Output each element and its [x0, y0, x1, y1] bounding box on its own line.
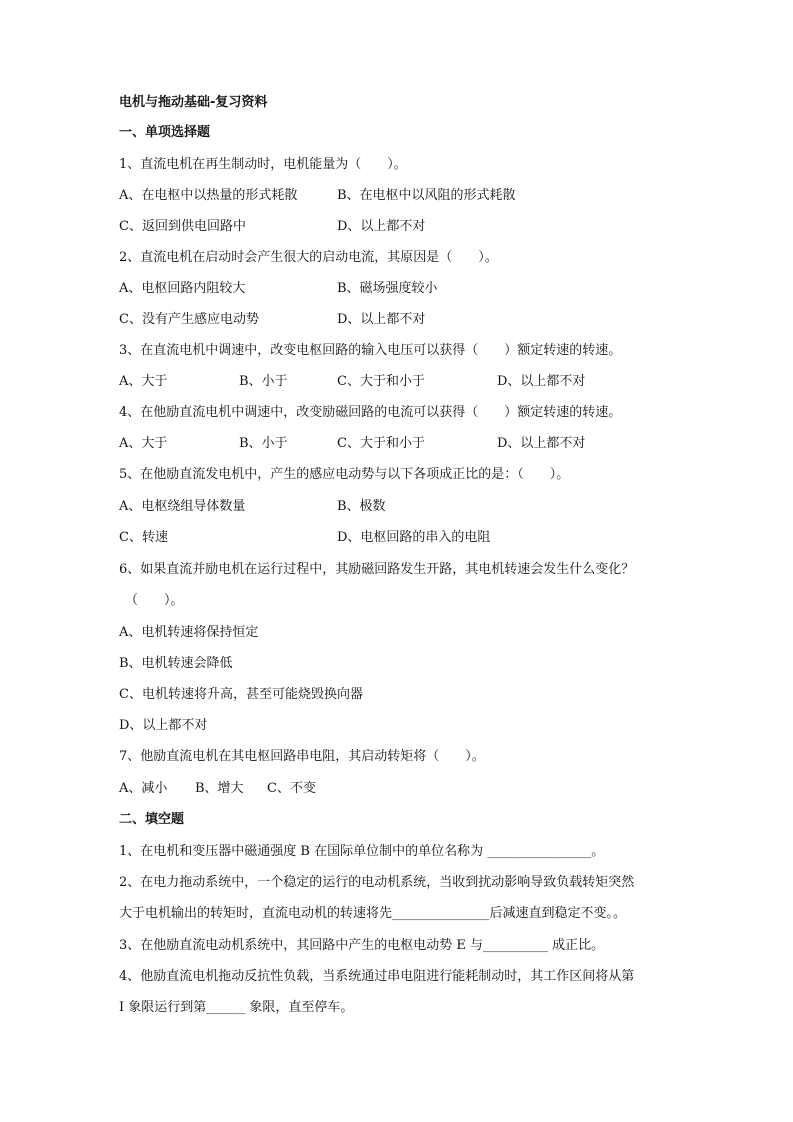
question-7-option-c: C、不变: [267, 781, 316, 796]
question-6-stem: 6、如果直流并励电机在运行过程中，其励磁回路发生开路，其电机转速会发生什么变化？: [119, 562, 635, 577]
question-7-option-a: A、减小: [119, 781, 168, 796]
question-1-stem: 1、直流电机在再生制动时，电机能量为（ ）。: [119, 157, 407, 172]
fill-question-2-line-2: 大于电机输出的转矩时，直流电动机的转速将先_______________后减速直到稳定不变。。: [119, 906, 627, 921]
question-5-stem: 5、在他励直流发电机中，产生的感应电动势与以下各项成正比的是：（ ）。: [119, 467, 570, 482]
question-2-option-d: D、以上都不对: [337, 312, 426, 327]
question-3-stem: 3、在直流电机中调速中，改变电枢回路的输入电压可以获得（ ）额定转速的转速。: [119, 343, 622, 358]
question-4-option-a: A、大于: [119, 436, 168, 451]
question-5-option-c: C、转速: [119, 530, 168, 545]
question-3-option-c: C、大于和小于: [337, 374, 425, 389]
question-3-option-a: A、大于: [119, 374, 168, 389]
fill-question-3: 3、在他励直流电动机系统中，其回路中产生的电枢电动势 E 与__________ 成正比。: [119, 938, 605, 953]
question-3-option-d: D、以上都不对: [497, 374, 586, 389]
question-2-option-b: B、磁场强度较小: [337, 281, 438, 296]
question-5-option-b: B、极数: [337, 499, 386, 514]
question-6-stem-continuation: （ ）。: [125, 593, 184, 608]
section-heading-fill: 二、填空题: [119, 812, 185, 827]
question-4-option-c: C、大于和小于: [337, 436, 425, 451]
fill-question-2-line-1: 2、在电力拖动系统中，一个稳定的运行的电动机系统，当收到扰动影响导致负载转矩突然: [119, 875, 635, 890]
fill-question-4-line-1: 4、他励直流电机拖动反抗性负载，当系统通过串电阻进行能耗制动时，其工作区间将从第: [119, 969, 635, 984]
question-7-stem: 7、他励直流电机在其电枢回路串电阻，其启动转矩将（ ）。: [119, 749, 485, 764]
question-5-option-d: D、电枢回路的串入的电阻: [337, 530, 491, 545]
fill-question-1: 1、在电机和变压器中磁通强度 B 在国际单位制中的单位名称为 ________________。: [119, 844, 605, 859]
question-6-option-c: C、电机转速将升高，甚至可能烧毁换向器: [119, 687, 363, 702]
fill-question-4-line-2: I 象限运行到第______ 象限，直至停车。: [119, 1000, 354, 1015]
question-2-stem: 2、直流电机在启动时会产生很大的启动电流，其原因是（ ）。: [119, 250, 498, 265]
question-4-stem: 4、在他励直流电机中调速中，改变励磁回路的电流可以获得（ ）额定转速的转速。: [119, 405, 622, 420]
question-4-option-d: D、以上都不对: [497, 436, 586, 451]
section-heading-choice: 一、单项选择题: [119, 125, 211, 140]
question-1-option-c: C、返回到供电回路中: [119, 219, 246, 234]
question-4-option-b: B、小于: [239, 436, 288, 451]
question-6-option-b: B、电机转速会降低: [119, 656, 233, 671]
question-2-option-c: C、没有产生感应电动势: [119, 312, 259, 327]
question-2-option-a: A、电枢回路内阻较大: [119, 281, 246, 296]
question-3-option-b: B、小于: [239, 374, 288, 389]
question-6-option-a: A、电机转速将保持恒定: [119, 625, 259, 640]
document-title: 电机与拖动基础-复习资料: [119, 95, 268, 110]
question-1-option-a: A、在电枢中以热量的形式耗散: [119, 188, 298, 203]
question-5-option-a: A、电枢绕组导体数量: [119, 499, 246, 514]
question-6-option-d: D、以上都不对: [119, 718, 208, 733]
question-1-option-b: B、在电枢中以风阻的形式耗散: [337, 188, 516, 203]
question-7-option-b: B、增大: [195, 781, 244, 796]
question-1-option-d: D、以上都不对: [337, 219, 426, 234]
